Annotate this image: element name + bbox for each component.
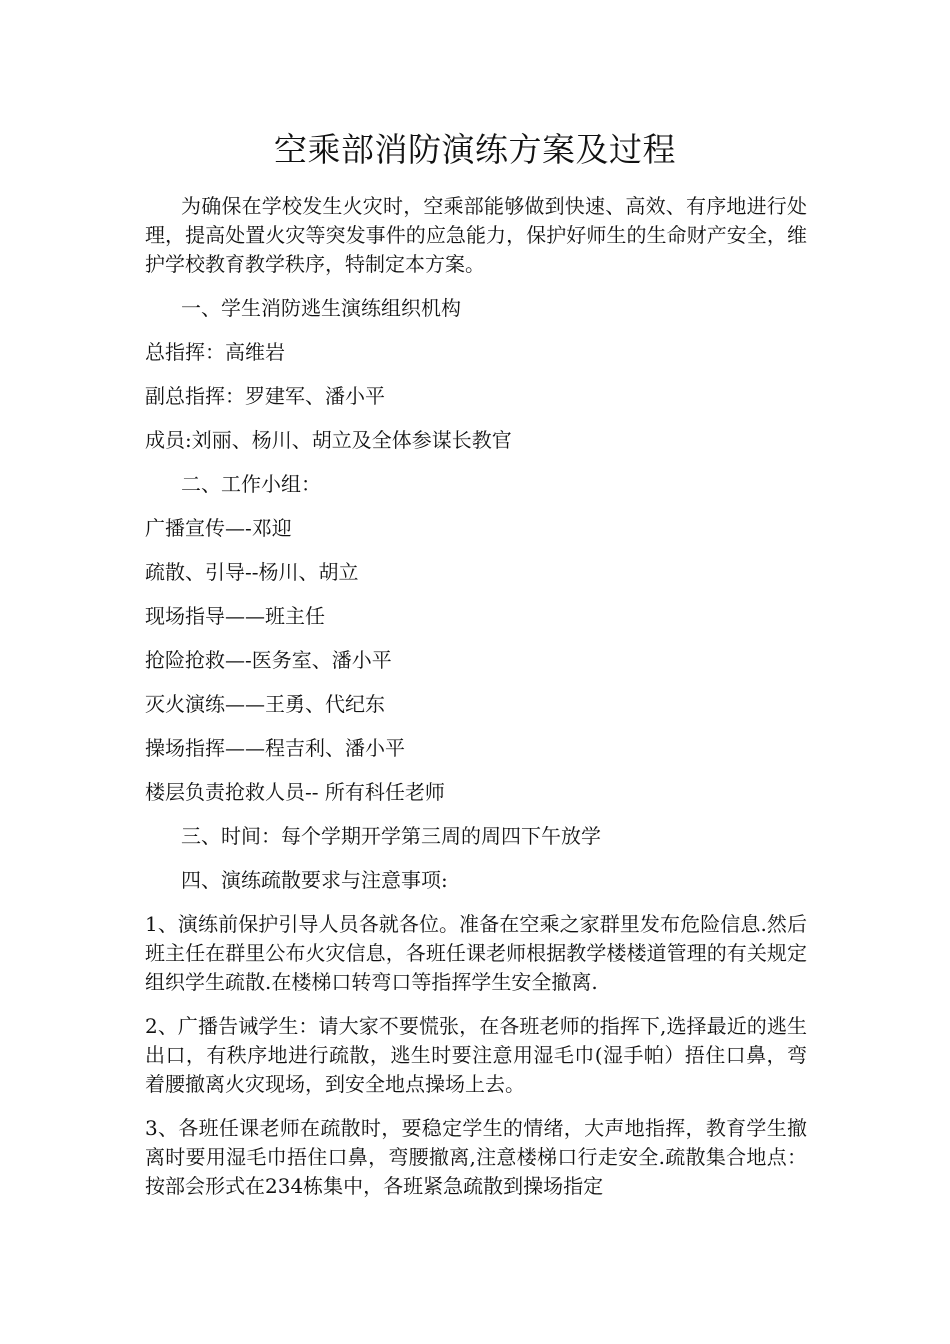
intro-paragraph: 为确保在学校发生火灾时，空乘部能够做到快速、高效、有序地进行处理，提高处置火灾等突发事件的应急能力，保护好师生的生命财产安全，维护学校教育教学秩序，特制定本方案。: [145, 194, 807, 276]
group-line: 广播宣传—-邓迎: [145, 516, 292, 540]
requirement-item: 2、广播告诫学生：请大家不要慌张，在各班老师的指挥下,选择最近的逃生出口，有秩序地进行疏散，逃生时要注意用湿毛巾(湿手帕）捂住口鼻，弯着腰撤离火灾现场，到安全地点操场上去。: [145, 1014, 807, 1096]
group-line: 操场指挥——程吉利、潘小平: [145, 736, 405, 760]
section-heading-requirements: 四、演练疏散要求与注意事项:: [181, 868, 448, 892]
section-heading-time: 三、时间：每个学期开学第三周的周四下午放学: [181, 824, 601, 848]
requirement-item: 3、各班任课老师在疏散时，要稳定学生的情绪，大声地指挥，教育学生撤离时要用湿毛巾捂住口鼻，弯腰撤离,注意楼梯口行走安全.疏散集合地点：按部会形式在234栋集中，各班紧急疏散到操场指定: [145, 1116, 807, 1198]
group-line: 抢险抢救—-医务室、潘小平: [145, 648, 392, 672]
requirement-item: 1、演练前保护引导人员各就各位。准备在空乘之家群里发布危险信息.然后班主任在群里公布火灾信息，各班任课老师根据教学楼楼道管理的有关规定组织学生疏散.在楼梯口转弯口等指挥学生安全撤离.: [145, 912, 807, 994]
document-title: 空乘部消防演练方案及过程: [274, 130, 676, 169]
group-line: 疏散、引导--杨川、胡立: [145, 560, 359, 584]
members-line: 成员:刘丽、杨川、胡立及全体参谋长教官: [145, 428, 512, 452]
document-body: [145, 192, 807, 1201]
deputy-commander-line: 副总指挥：罗建军、潘小平: [145, 384, 385, 408]
group-line: 现场指导——班主任: [145, 604, 325, 628]
group-line: 楼层负责抢救人员-- 所有科任老师: [145, 780, 445, 804]
commander-line: 总指挥：高维岩: [145, 340, 285, 364]
section-heading-organization: 一、学生消防逃生演练组织机构: [181, 296, 461, 320]
group-line: 灭火演练——王勇、代纪东: [145, 692, 385, 716]
section-heading-work-groups: 二、工作小组：: [181, 472, 321, 496]
